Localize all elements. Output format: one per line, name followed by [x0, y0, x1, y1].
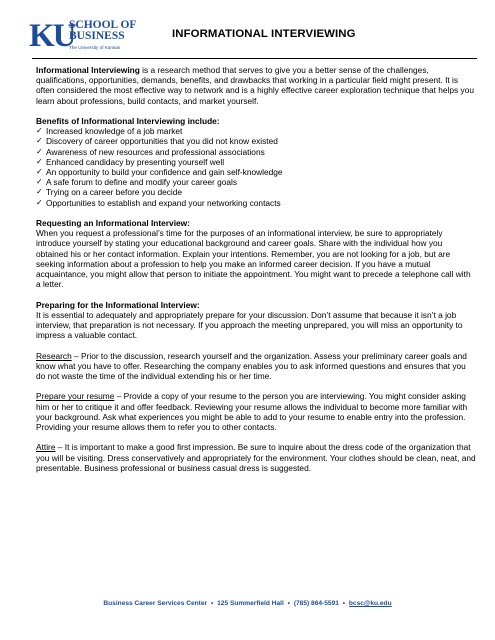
- preparing-heading: Preparing for the Informational Interview:: [36, 299, 200, 310]
- header-divider: [32, 58, 477, 59]
- attire-label: Attire: [36, 442, 56, 453]
- page-footer: [0, 600, 495, 607]
- logo-ku-mark: KU: [29, 18, 75, 54]
- page-title: INFORMATIONAL INTERVIEWING: [172, 28, 356, 40]
- checkmark-icon: ✓: [36, 126, 43, 136]
- checkmark-icon: ✓: [36, 156, 43, 166]
- preparing-paragraph: It is essential to adequately and appropriately prepare for your discussion. Don’t assume that because it isn’t a job interview, that preparation is not necessary. If you approach the meeting unprepared, you will miss an opportunity to impress a valuable contact.: [36, 309, 463, 341]
- footer-office: Business Career Services Center: [103, 600, 208, 607]
- footer-separator: •: [342, 600, 346, 607]
- resume-paragraph: [36, 391, 476, 432]
- attire-text: – It is important to make a good first impression. Be sure to inquire about the dress code of the organization that you will be visiting. Dress conservatively and appropriately for the environment. Your clothes should be clean, neat, and presentable. Business professional or business casual dress is suggested.: [36, 442, 476, 473]
- list-item: ✓ Trying on a career before you decide: [36, 187, 183, 198]
- checkmark-icon: ✓: [36, 197, 43, 207]
- list-item: ✓ Enhanced candidacy by presenting yourself well: [36, 156, 225, 167]
- document-body: [36, 65, 476, 473]
- benefits-list: [36, 126, 476, 208]
- research-text: – Prior to the discussion, research yourself and the organization. Assess your preliminary career goals and know what you have to offer. Researching the company enables you to ask informed questions and ensures that you do not waste the time of the individual extending his or her time.: [36, 350, 467, 382]
- checkmark-icon: ✓: [36, 177, 43, 187]
- checkmark-icon: ✓: [36, 146, 43, 156]
- list-item: ✓ A safe forum to define and modify your career goals: [36, 177, 238, 188]
- footer-separator: •: [210, 600, 214, 607]
- logo-school-name: SCHOOL OF BUSINESS: [69, 19, 136, 42]
- list-item: ✓ An opportunity to build your confidence and gain self-knowledge: [36, 167, 283, 178]
- resume-label: Prepare your resume: [36, 391, 115, 402]
- research-label: Research: [36, 350, 72, 361]
- list-item: ✓ Opportunities to establish and expand your networking contacts: [36, 197, 281, 208]
- list-item: ✓ Awareness of new resources and professional associations: [36, 146, 265, 157]
- resume-text: – Provide a copy of your resume to the person you are interviewing. You might consider asking him or her to critique it and offer feedback. Reviewing your resume allows the individual to become more familiar with your background. Ask what experiences you might be able to add to your resume to enable entry into the profession. Providing your resume allows them to refer you to other contacts.: [36, 391, 468, 433]
- checkmark-icon: ✓: [36, 136, 43, 146]
- requesting-heading: Requesting an Informational Interview:: [36, 218, 190, 229]
- footer-separator: •: [287, 600, 290, 607]
- list-item: ✓ Increased knowledge of a job market: [36, 126, 183, 137]
- checkmark-icon: ✓: [36, 187, 43, 197]
- requesting-paragraph: When you request a professional’s time for the purposes of an informational interview, be sure to appropriately introduce yourself by stating your educational background and career goals. Share with the individual how you obtained his or her contact information. Explain your intentions. Remember, you are not looking for a job, but are seeking information about a profession to help you make an informed career decision. If you have a mutual acquaintance, you might allow that person to initiate the appointment. You might want to precede a telephone call with a letter.: [36, 228, 471, 290]
- benefits-heading: Benefits of Informational Interviewing include:: [36, 116, 220, 126]
- list-item: ✓ Discovery of career opportunities that you did not know existed: [36, 136, 278, 147]
- logo-subtitle: The University of Kansas: [69, 45, 121, 50]
- checkmark-icon: ✓: [36, 167, 43, 177]
- attire-paragraph: [36, 442, 476, 473]
- footer-email-link[interactable]: bcsc@ku.edu: [348, 600, 392, 607]
- footer-phone: (785) 864-5591: [293, 600, 339, 607]
- footer-address: 125 Summerfield Hall: [217, 600, 284, 607]
- intro-text: is a research method that serves to give you a better sense of the challenges, qualifications, opportunities, demands, benefits, and drawbacks that working in a particular field might present. It is often considered the most effective way to network and is a highly effective career exploration technique that helps you learn about professions, build contacts, and market yourself.: [36, 65, 474, 106]
- intro-term: Informational Interviewing: [36, 65, 140, 75]
- ku-business-logo: [29, 18, 139, 54]
- research-paragraph: [36, 351, 476, 382]
- intro-paragraph: [36, 65, 476, 106]
